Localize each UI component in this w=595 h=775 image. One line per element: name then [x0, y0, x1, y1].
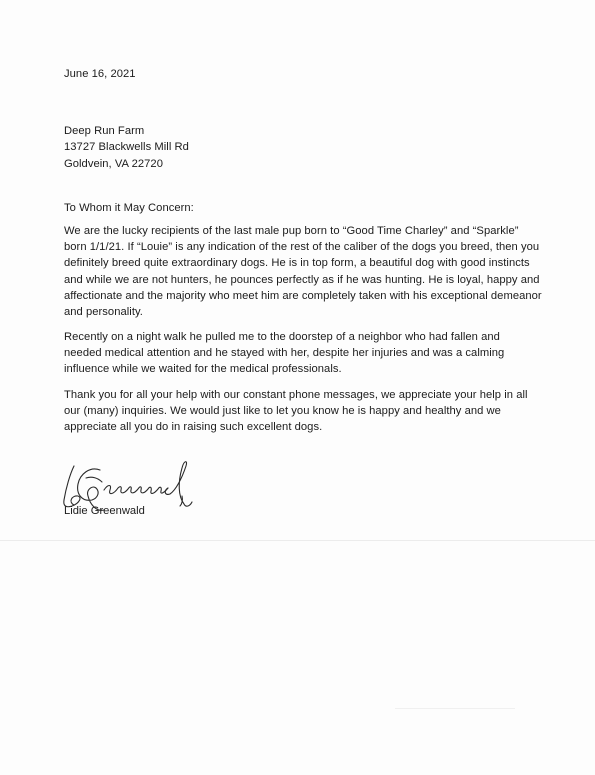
paragraph-1: We are the lucky recipients of the last male pup born to “Good Time Charley” and “Sparkle” born 1/1/21. If “Louie” is any indication of the rest of the caliber of the dogs you breed, then you definitely breed quite extraordinary dogs. He is in top form, a beautiful dog with good instincts and while we are not hunters, he pounces perfectly as if he was hunting. He is loyal, happy and affectionate and the majority who meet him are completely taken with his exceptional demeanor and personality.	[64, 225, 542, 319]
scan-artifact	[395, 708, 515, 709]
scan-artifact	[0, 540, 595, 541]
salutation: To Whom it May Concern:	[64, 202, 194, 214]
recipient-street: 13727 Blackwells Mill Rd	[64, 141, 189, 154]
signer-name: Lidie Greenwald	[64, 505, 145, 517]
recipient-name: Deep Run Farm	[64, 125, 145, 137]
recipient-address	[64, 123, 534, 172]
paragraph-3: Thank you for all your help with our constant phone messages, we appreciate your help in all our (many) inquiries. We would just like to let you know he is happy and healthy and we appreciate all you do in raising such excellent dogs.	[64, 389, 528, 434]
recipient-city: Goldvein, VA 22720	[64, 157, 163, 170]
letter-date: June 16, 2021	[64, 68, 136, 80]
paragraph-2: Recently on a night walk he pulled me to the doorstep of a neighbor who had fallen and needed medical attention and he stayed with her, despite her injuries and was a calming influence while we waited for the medical professionals.	[64, 331, 505, 376]
